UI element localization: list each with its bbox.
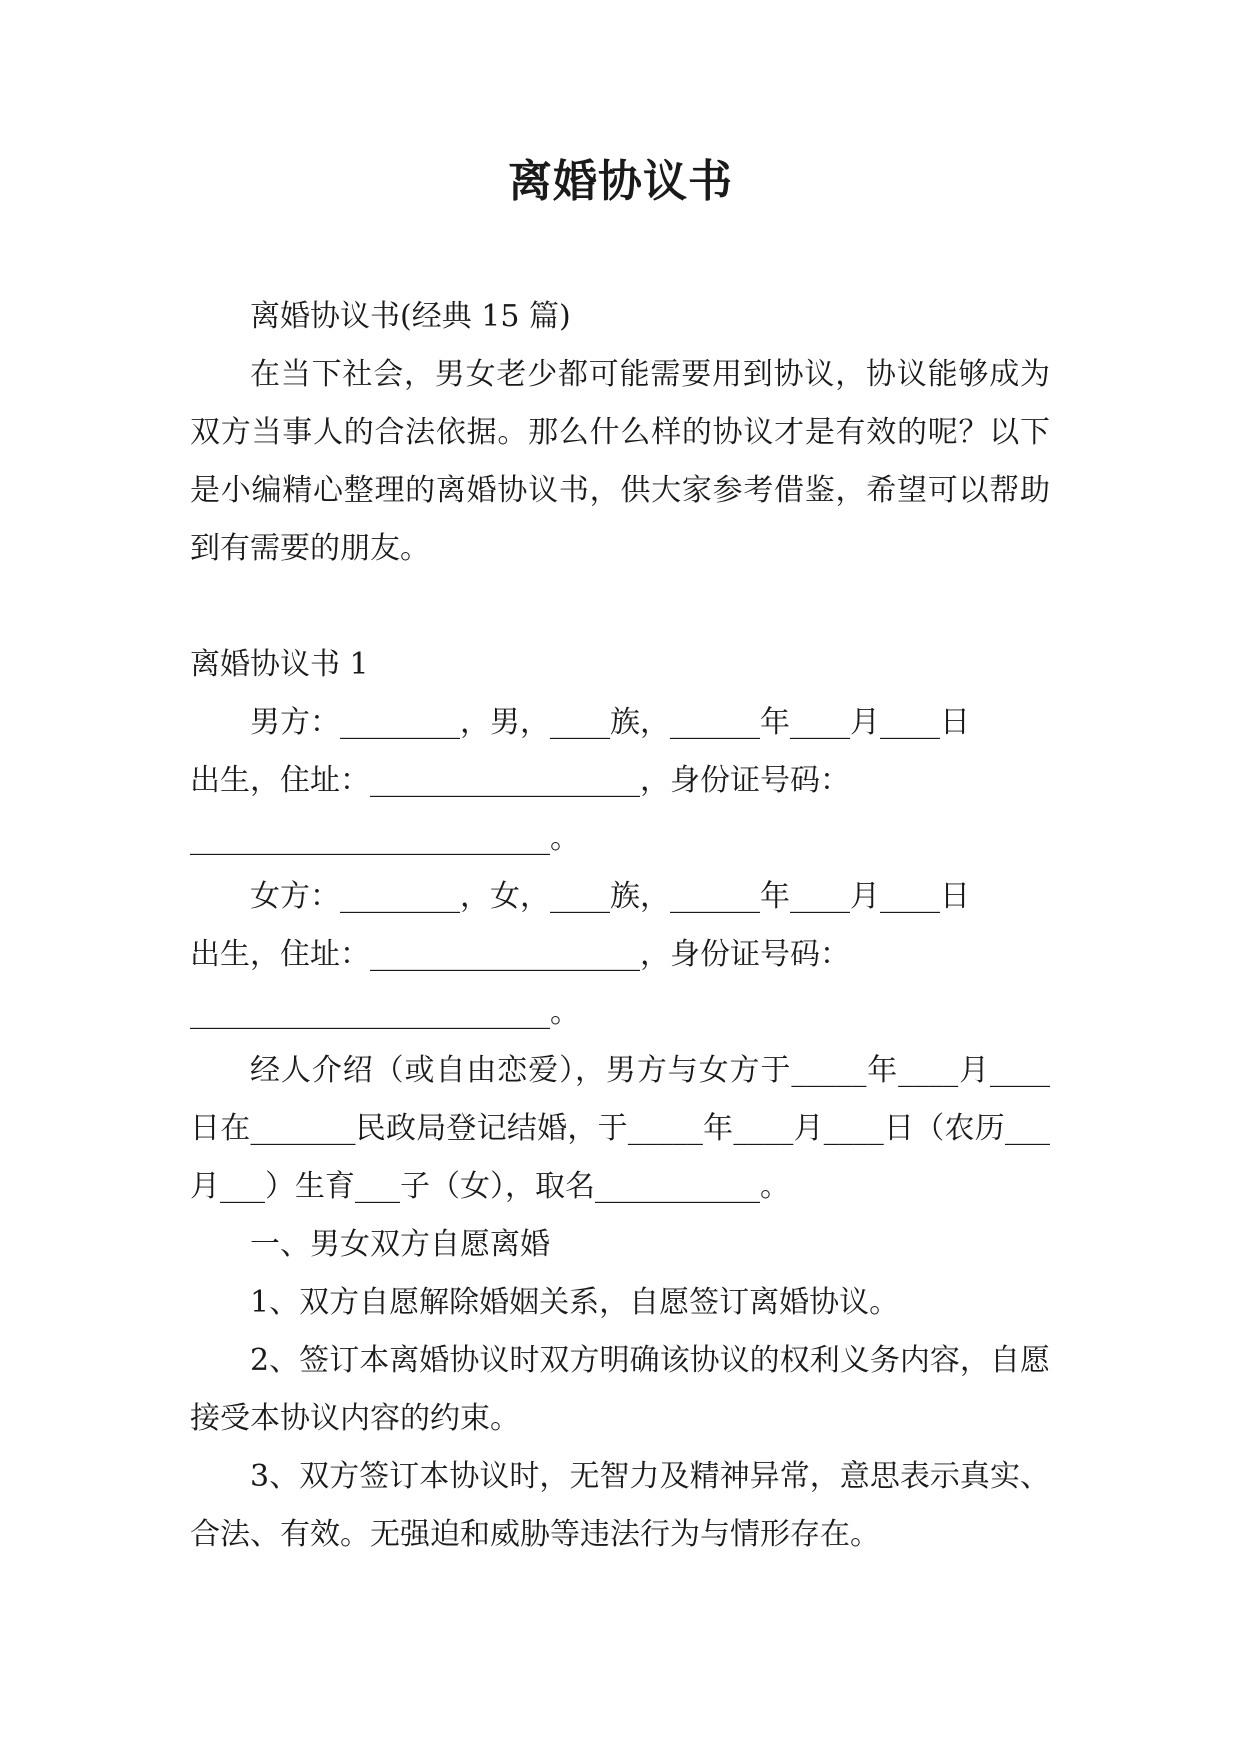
female-info-line-3: ________________________。 — [190, 995, 580, 1030]
marriage-paragraph: 经人介绍（或自由恋爱），男方与女方于_____年____月____日在_______民政局登记结婚，于_____年____月____日（农历___月___）生育___子（女），取名___________。 — [190, 1053, 1050, 1204]
section-heading: 离婚协议书 1 — [190, 647, 369, 682]
male-info-line-2: 出生，住址：__________________，身份证号码： — [190, 763, 850, 798]
document-title: 离婚协议书 — [508, 156, 733, 207]
document-subtitle: 离婚协议书(经典 15 篇) — [250, 299, 571, 334]
document-body — [190, 288, 1050, 1564]
intro-paragraph: 在当下社会，男女老少都可能需要用到协议，协议能够成为双方当事人的合法依据。那么什么样的协议才是有效的呢？以下是小编精心整理的离婚协议书，供大家参考借鉴，希望可以帮助到有需要的朋友。 — [190, 357, 1050, 566]
clause-heading: 一、男女双方自愿离婚 — [250, 1227, 550, 1262]
female-info-line-1: 女方：________，女，____族，______年____月____日 — [250, 879, 970, 914]
clause-3: 3、双方签订本协议时，无智力及精神异常，意思表示真实、合法、有效。无强迫和威胁等违法行为与情形存在。 — [190, 1459, 1050, 1552]
male-info-line-1: 男方：________，男，____族，______年____月____日 — [250, 705, 970, 740]
clause-2: 2、签订本离婚协议时双方明确该协议的权利义务内容，自愿接受本协议内容的约束。 — [190, 1343, 1050, 1436]
male-info-line-3: ________________________。 — [190, 821, 580, 856]
clause-1: 1、双方自愿解除婚姻关系，自愿签订离婚协议。 — [250, 1285, 900, 1320]
female-info-line-2: 出生，住址：__________________，身份证号码： — [190, 937, 850, 972]
